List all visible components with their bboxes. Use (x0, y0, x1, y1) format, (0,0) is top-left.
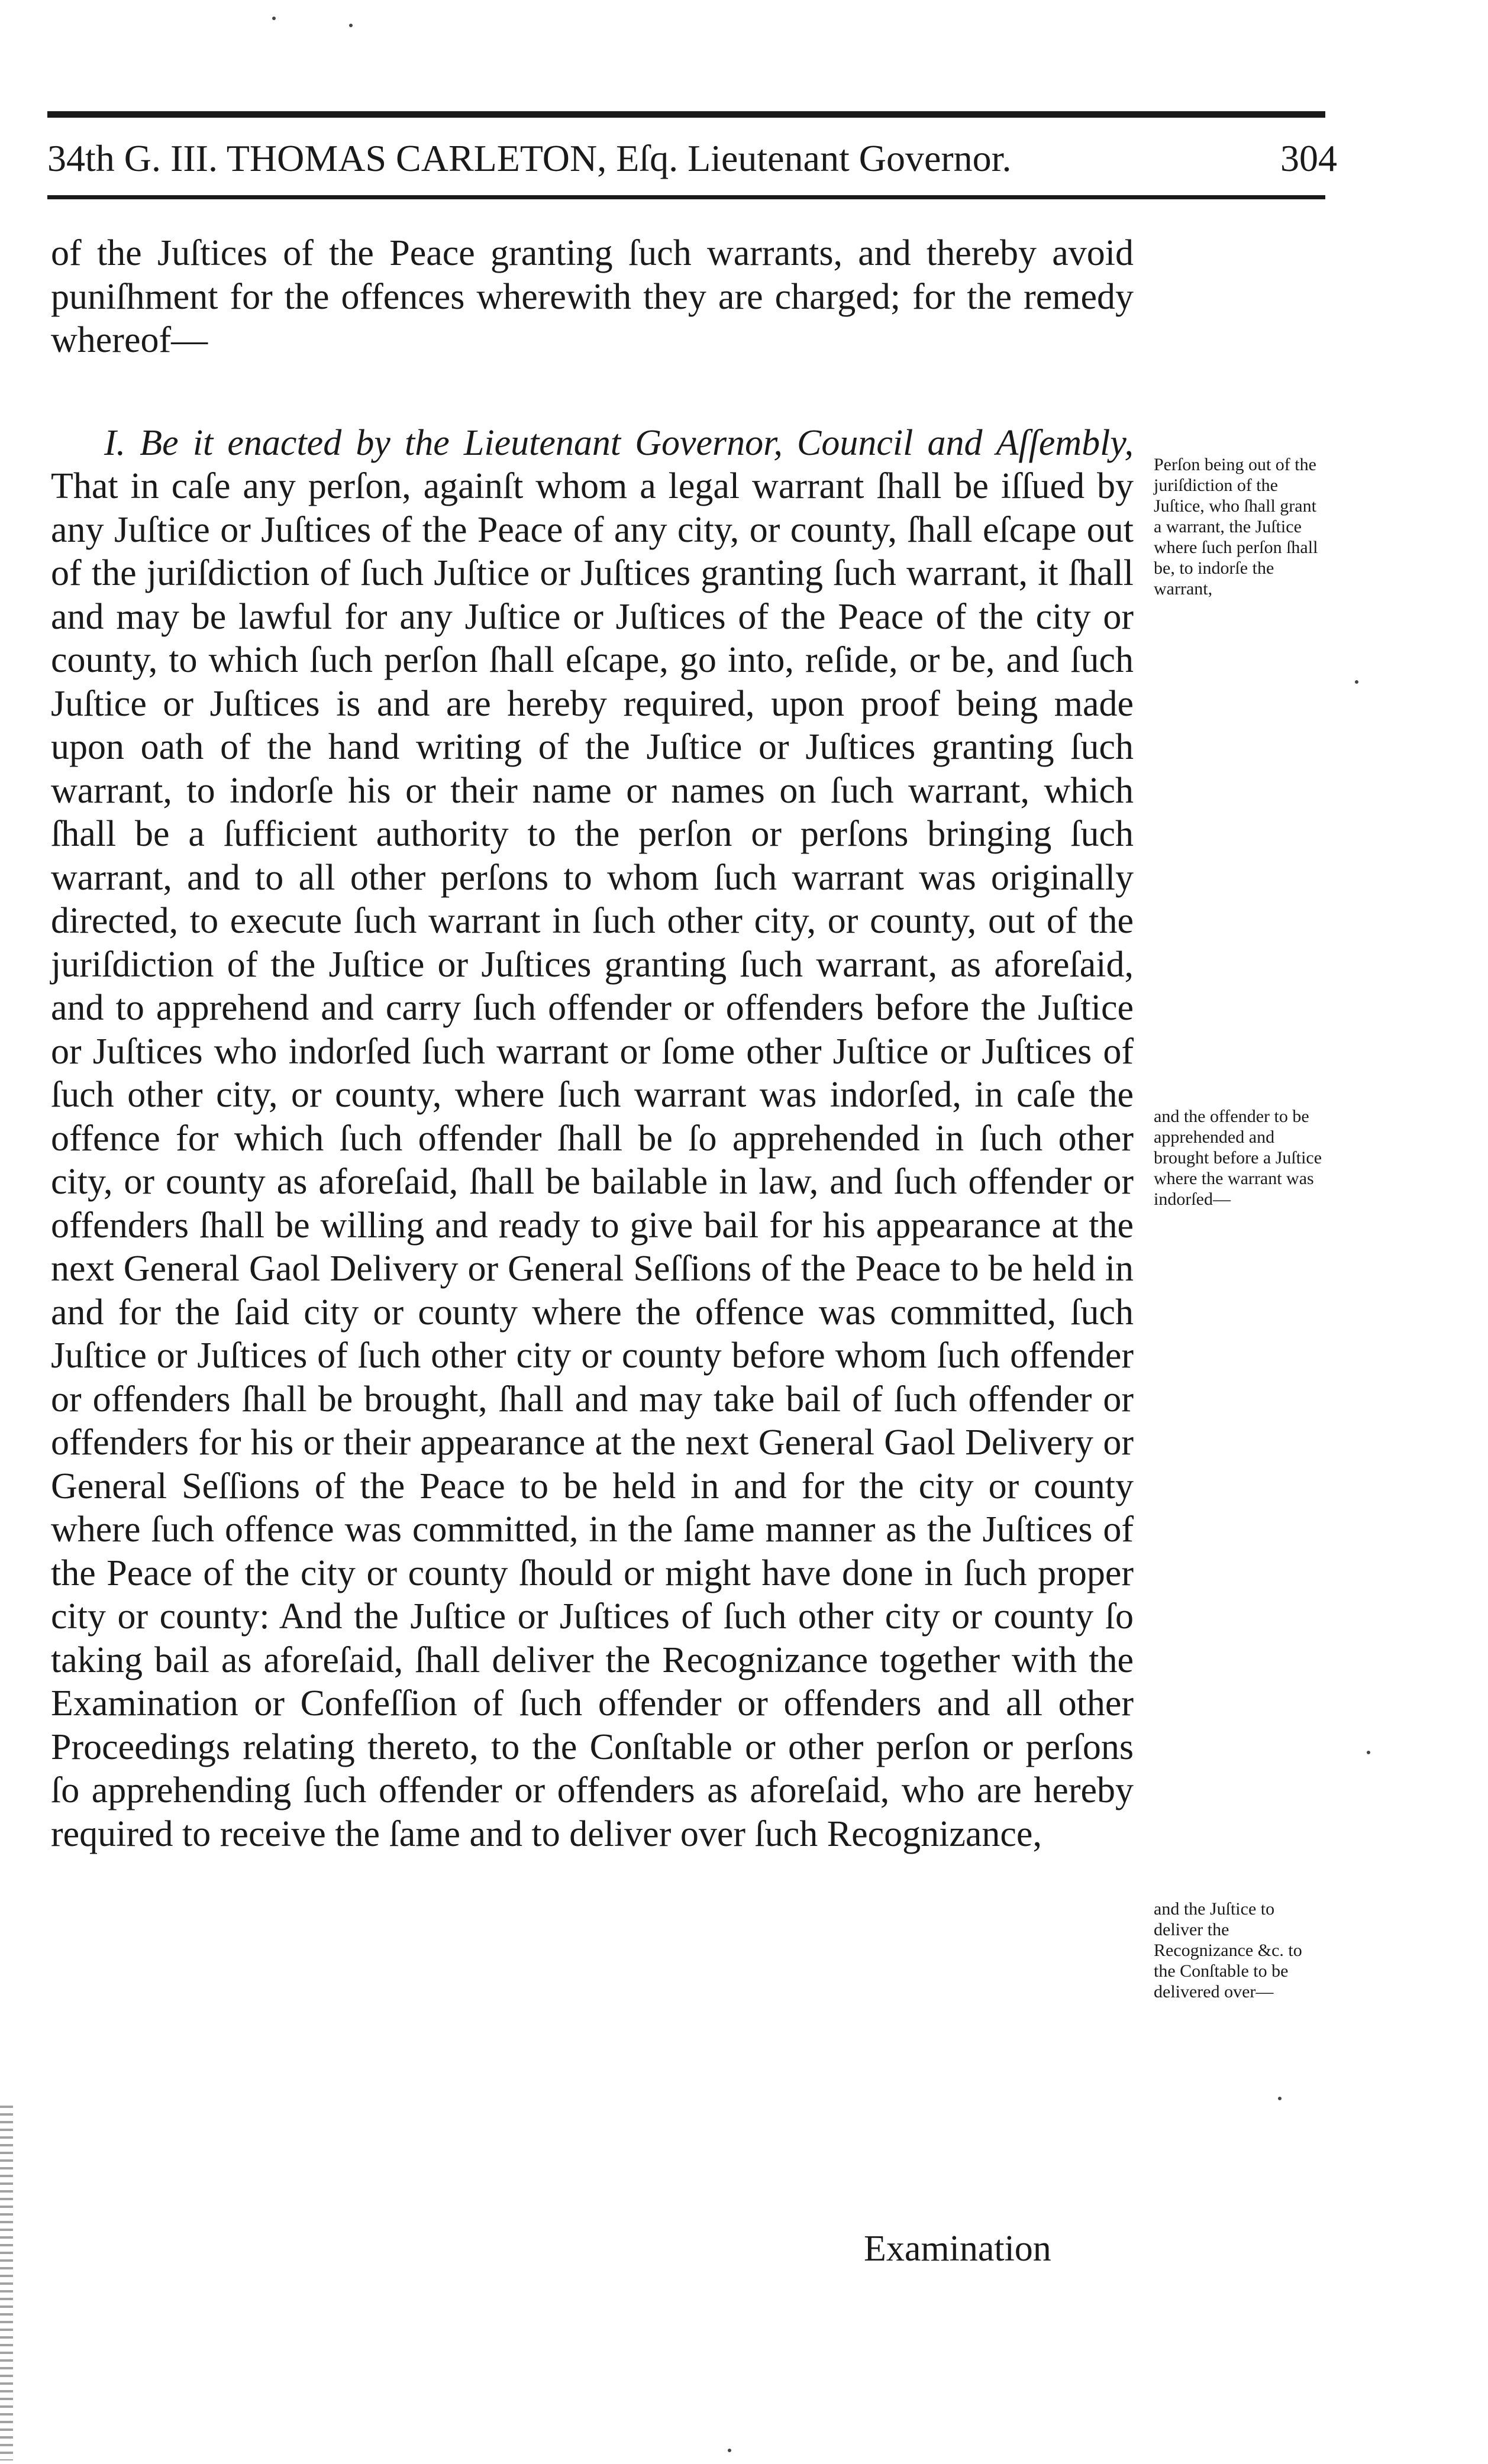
page-number: 304 (1280, 137, 1337, 179)
paper-speck (1278, 2097, 1282, 2100)
paper-speck (1355, 680, 1358, 684)
main-text-column (51, 232, 1134, 1856)
paper-speck (272, 17, 276, 20)
paper-speck (349, 24, 353, 27)
binding-edge (0, 2106, 13, 2460)
page-header (47, 129, 1337, 188)
margin-note-1: Perſon being out of the juriſdiction of the Juſtice, who ſhall grant a warrant, the Juſtice where ſuch perſon ſhall be, to indorſe the warrant, (1154, 455, 1318, 599)
paper-speck (1367, 1751, 1370, 1754)
header-rule-bottom (47, 195, 1325, 199)
header-rule-top (47, 111, 1325, 118)
section-one-text: That in caſe any perſon, againſt whom a legal warrant ſhall be iſſued by any Juſtice or Juſtices of the Peace of any city, or county, ſhall eſcape out of the juriſdiction of ſuch Juſtice or Juſtices granting ſuch warrant, it ſhall and may be lawful for any Juſtice or Juſtices of the Peace of the city or county, to which ſuch perſon ſhall eſcape, go into, reſide, or be, and ſuch Juſtice or Juſtices is and are hereby required, upon proof being made upon oath of the hand writing of the Juſtice or Juſtices granting ſuch warrant, to indorſe his or their name or names on ſuch warrant, which ſhall be a ſufficient authority to the perſon or perſons bringing ſuch warrant, and to all other perſons to whom ſuch warrant was originally directed, to execute ſuch warrant in ſuch other city, or county, out of the juriſdiction of the Juſtice or Juſtices granting ſuch warrant, as aforeſaid, and to apprehend and carry ſuch offender or offenders before the Juſtice or Juſtices who indorſed ſuch warrant or ſome other Juſtice or Juſtices of ſuch other city, or county, where ſuch warrant was indorſed, in caſe the offence for which ſuch offender ſhall be ſo apprehended in ſuch other city, or county as aforeſaid, ſhall be bailable in law, and ſuch offender or offenders ſhall be willing and ready to give bail for his appearance at the next General Gaol Delivery or General Seſſions of the Peace to be held in and for the ſaid city or county where the offence was committed, ſuch Juſtice or Juſtices of ſuch other city or county before whom ſuch offender or offenders ſhall be brought, ſhall and may take bail of ſuch offender or offenders for his or their appearance at the next General Gaol Delivery or General Seſſions of the Peace to be held in and for the city or county where ſuch offence was committed, in the ſame manner as the Juſtices of the Peace of the city or county ſhould or might have done in ſuch proper city or county: And the Juſtice or Juſtices of ſuch other city or county ſo taking bail as aforeſaid, ſhall deliver the Recognizance together with the Examination or Confeſſion of ſuch offender or offenders and all other Proceedings relating thereto, to the Conſtable or other perſon or perſons ſo apprehending ſuch offender or offenders as aforeſaid, who are hereby required to receive the ſame and to deliver over ſuch Recognizance, (51, 466, 1134, 1854)
enacting-clause: I. Be it enacted by the Lieutenant Governor, Council and Aſſembly, (104, 422, 1134, 463)
catchword: Examination (864, 2229, 1051, 2269)
margin-note-2: and the offender to be apprehended and brought before a Juſtice where the warrant was indorſed— (1154, 1107, 1322, 1209)
running-title: 34th G. III. THOMAS CARLETON, Eſq. Lieutenant Governor. (47, 137, 1012, 179)
paper-speck (728, 2449, 731, 2452)
section-one-paragraph (51, 422, 1134, 1857)
opening-paragraph: of the Juſtices of the Peace granting ſuch warrants, and thereby avoid puniſhment for the offences wherewith they are charged; for the remedy whereof— (51, 233, 1134, 360)
margin-note-3: and the Juſtice to deliver the Recognizance &c. to the Conſtable to be delivered over— (1154, 1899, 1302, 2001)
